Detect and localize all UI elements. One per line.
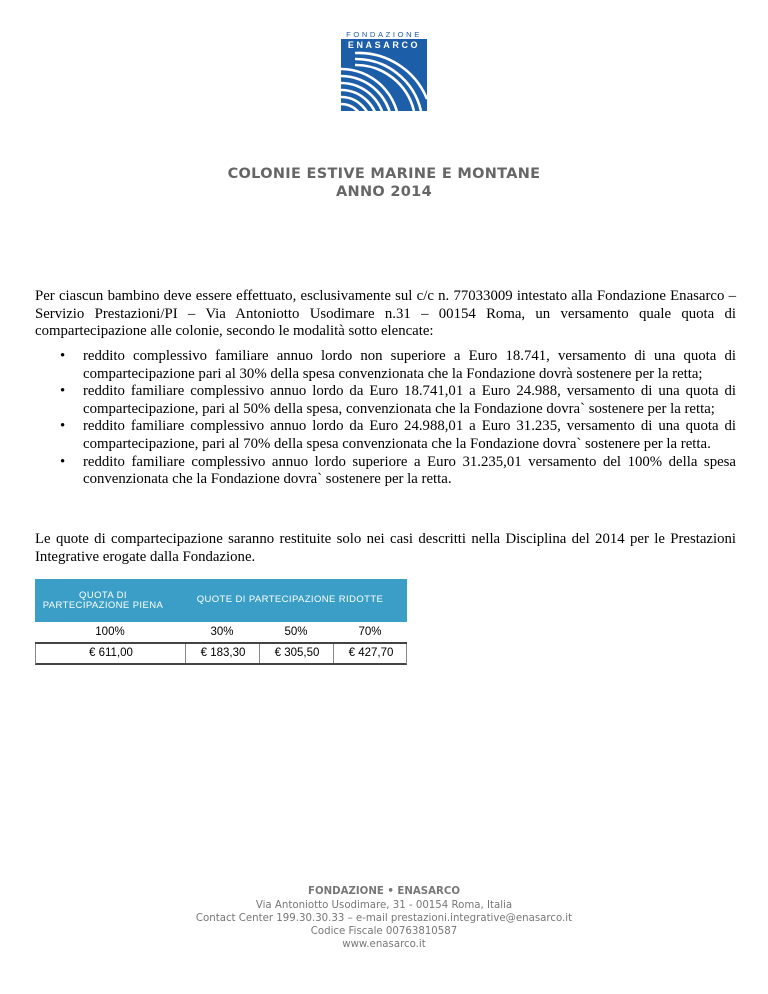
bullet-icon: • [60,418,66,435]
bullet-icon: • [60,383,66,400]
page-subtitle-year: ANNO 2014 [336,184,432,200]
list-item [60,348,736,383]
header-reduced-quota: QUOTE DI PARTECIPAZIONE RIDOTTE [196,594,384,605]
page-title: COLONIE ESTIVE MARINE E MONTANE [227,166,541,182]
closing-paragraph: Le quote di compartecipazione saranno restituite solo nei casi descritti nella Disciplina del 2014 per le Prestazioni Integrative erogate dalla Fondazione. [35,531,736,565]
footer-contact: Contact Center 199.30.30.33 – e-mail prestazioni.integrative@enasarco.it [195,913,573,924]
table-row-amount [35,644,407,665]
table-cell: € 427,70 [348,647,394,659]
table-cell: 50% [284,626,308,638]
list-item-text: reddito complessivo familiare annuo lordo non superiore a Euro 18.741, versamento di una quota di compartecipazione pari al 30% della spesa convenzionata che la Fondazione dovrà sostenere per la retta; [83,348,736,382]
table-cell: 30% [210,626,234,638]
table-header [35,579,407,622]
logo-box [341,39,427,111]
footer-tax-code: Codice Fiscale 00763810587 [310,926,458,937]
bullet-icon: • [60,348,66,364]
list-item-text: reddito familiare complessivo annuo lordo da Euro 18.741,01 a Euro 24.988, versamento di una quota di compartecipazione, pari al 50% della spesa, convenzionata che la Fondazione dovra` sostenere per la retta; [83,383,736,417]
table-cell: 70% [358,626,382,638]
footer-address: Via Antoniotto Usodimare, 31 - 00154 Roma, Italia [255,900,513,911]
income-bracket-list [60,348,736,489]
table-cell: € 305,50 [274,647,320,659]
table-cell: € 183,30 [200,647,246,659]
table-cell: € 611,00 [89,647,133,659]
list-item-text: reddito familiare complessivo annuo lordo da Euro 24.988,01 a Euro 31.235, versamento di una quota di compartecipazione, pari al 70% della spesa convenzionata che la Fondazione dovra` sostenere per la retta. [83,418,736,452]
table-cell: 100% [95,626,125,638]
bullet-icon: • [60,453,66,470]
fee-table [35,579,407,665]
list-item [60,418,736,453]
intro-paragraph: Per ciascun bambino deve essere effettuato, esclusivamente sul c/c n. 77033009 intestato alla Fondazione Enasarco – Servizio Prestazioni/PI – Via Antoniotto Usodimare n.31 – 00154 Roma, un versamento quale quota di compartecipazione alle colonie, secondo le modalità sotto elencate: [35,288,736,340]
logo-top-text: FONDAZIONE [346,30,422,39]
enasarco-logo [339,30,429,112]
logo-wordmark: ENASARCO [347,40,421,50]
list-item [60,383,736,418]
list-item [60,454,736,489]
table-row-percent [35,623,407,644]
header-full-quota: QUOTA DI PARTECIPAZIONE PIENA [42,590,164,611]
footer-org-name: FONDAZIONE • ENASARCO [308,886,460,897]
footer-website: www.enasarco.it [342,939,426,950]
list-item-text: reddito familiare complessivo annuo lordo superiore a Euro 31.235,01 versamento del 100% della spesa convenzionata che la Fondazione dovra` sostenere per la retta. [83,453,736,488]
